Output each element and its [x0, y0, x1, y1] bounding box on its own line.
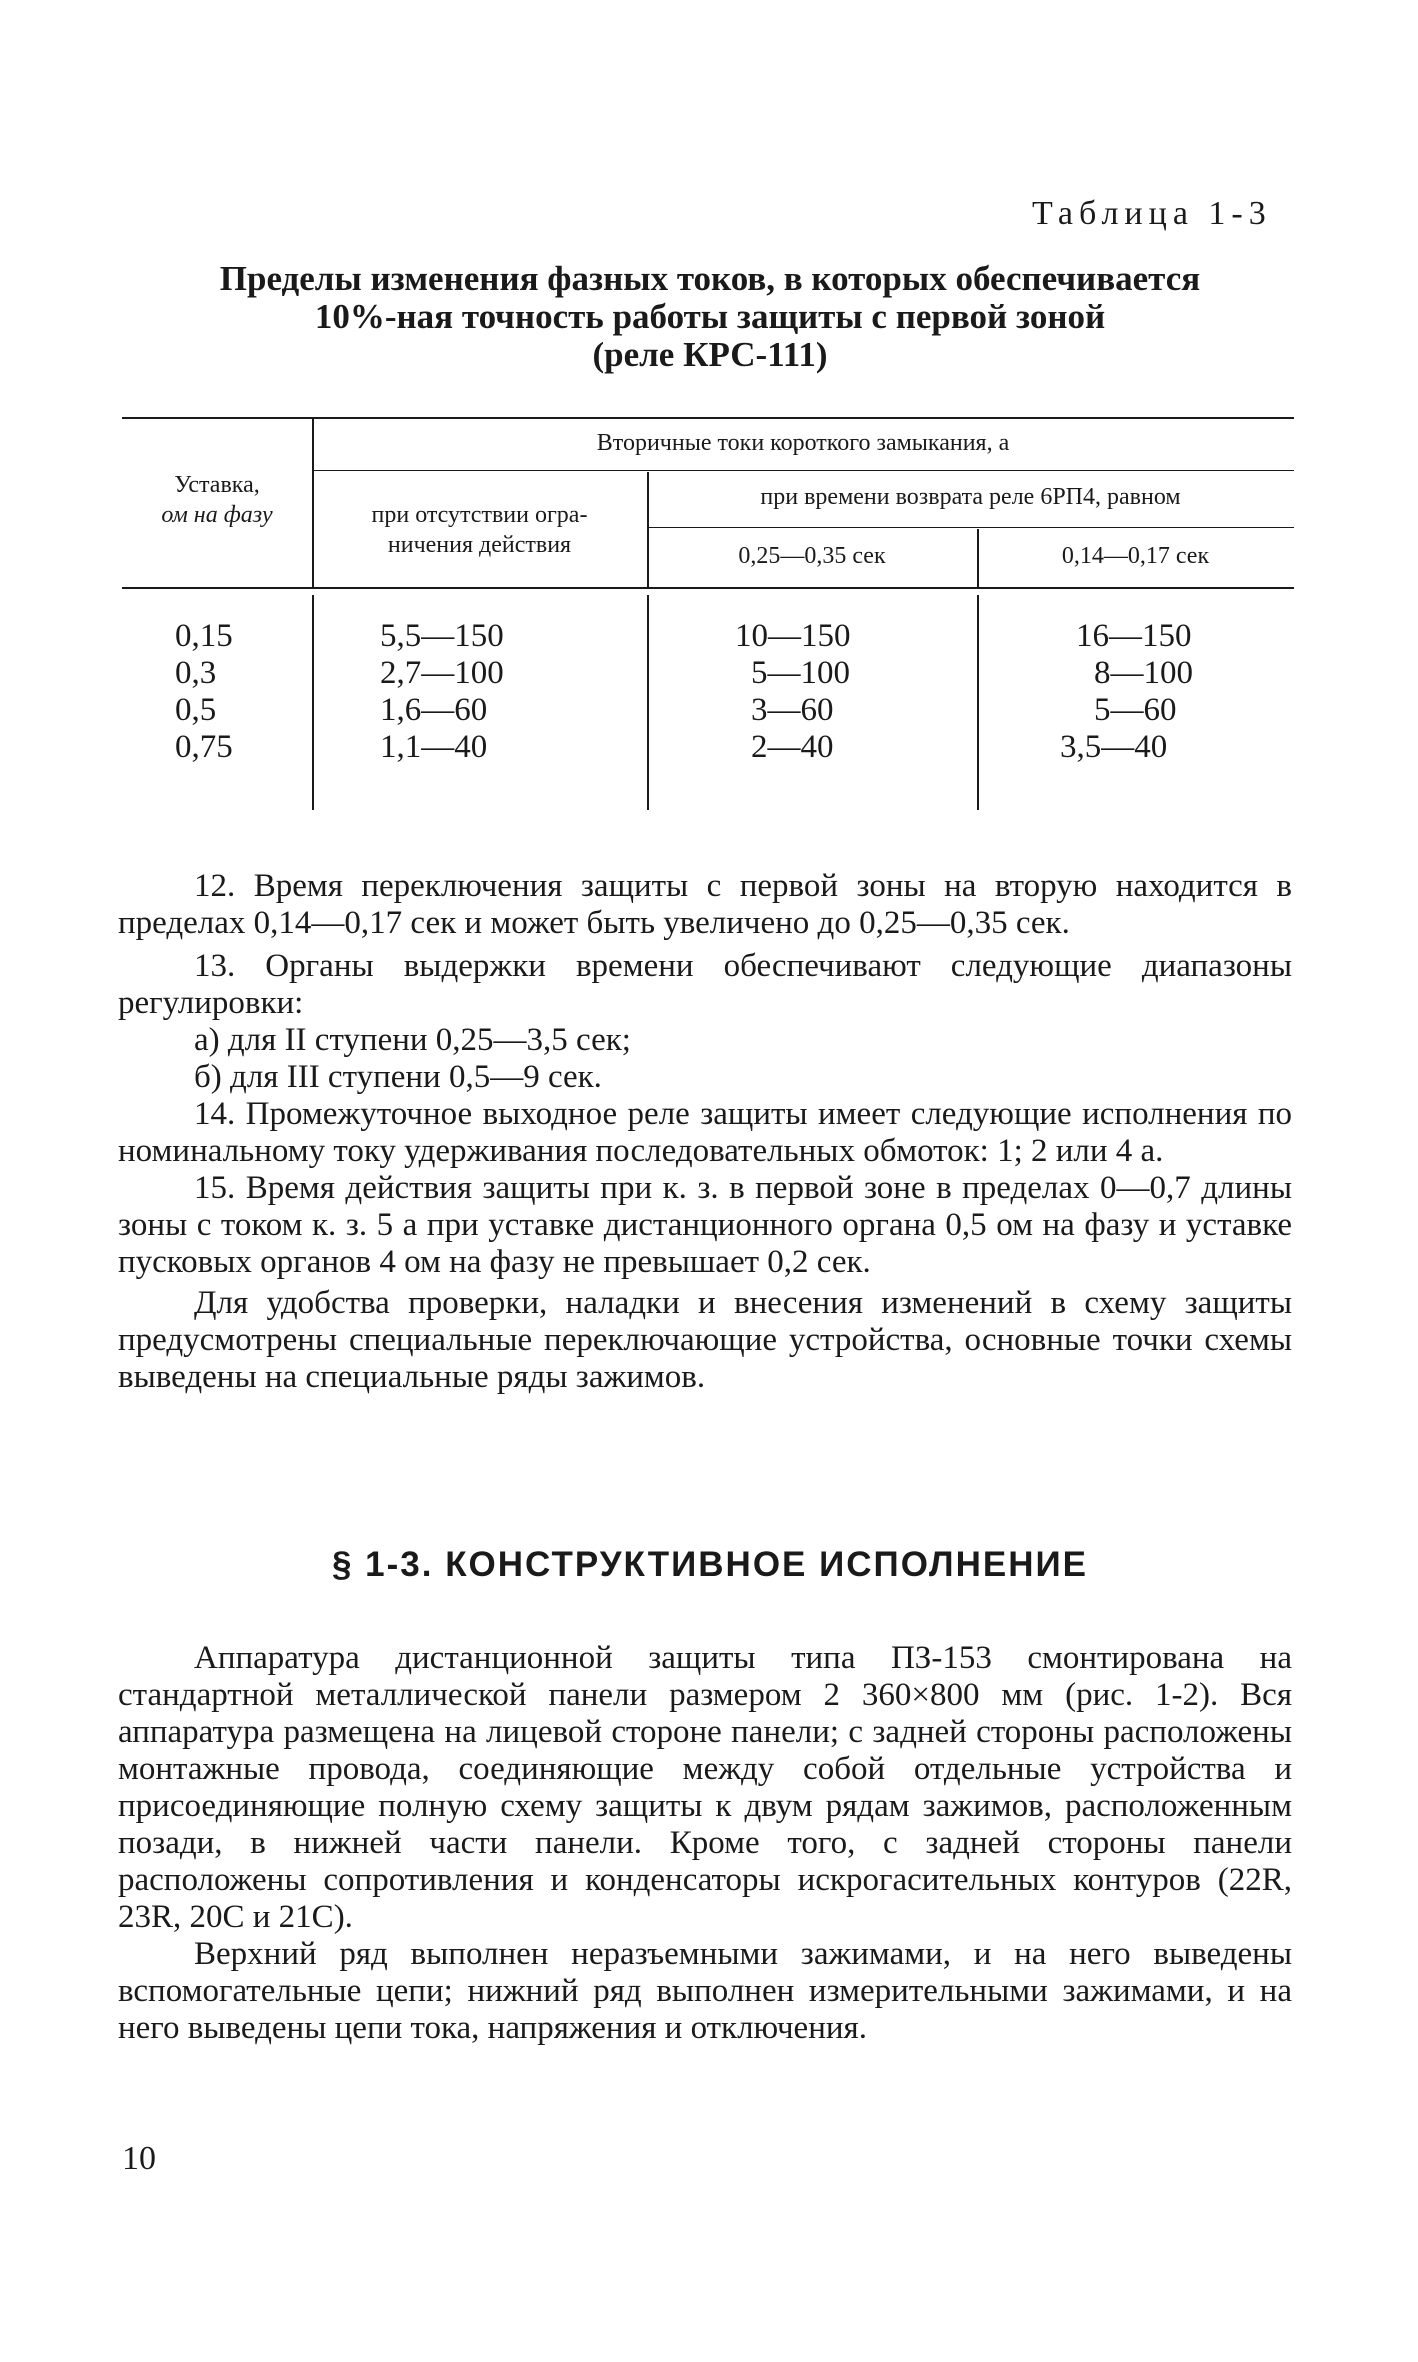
table-cell: 0,3 [175, 655, 217, 691]
table-cell: 0,75 [175, 729, 233, 765]
table-cell: 8—100 [1094, 655, 1193, 691]
column-range-1 [735, 618, 915, 766]
paragraph-13a: а) для II ступени 0,25—3,5 сек; [194, 1022, 631, 1058]
header-bottom-rule [122, 587, 1294, 589]
table-cell: 3,5—40 [1060, 729, 1168, 765]
table-cell: 0,15 [175, 618, 233, 654]
column-no-limit [380, 618, 580, 766]
table-cell: 1,6—60 [380, 692, 488, 728]
table-cell: 1,1—40 [380, 729, 488, 765]
table-title-line-1: Пределы изменения фазных токов, в которых обеспечивается [219, 259, 1201, 298]
section-paragraphs [118, 1640, 1292, 2047]
header-group: Вторичные токи короткого замыкания, а [596, 430, 1010, 456]
paragraph-15: 15. Время действия защиты при к. з. в первой зоне в пределах 0—0,7 длины зоны с током к. з. 5 а при уставке дистанционного органа 0,5 ом на фазу и уставке пусковых органов 4 ом на фазу не превышает 0,2 сек. [118, 1170, 1292, 1280]
paragraph-13: 13. Органы выдержки времени обеспечивают следующие диапазоны регулировки: [118, 948, 1292, 1021]
header-subgroup: при времени возврата реле 6РП4, равном [760, 484, 1181, 510]
table-cell: 0,5 [175, 692, 217, 728]
table-title [112, 260, 1308, 374]
body-paragraphs [118, 868, 1292, 1396]
header-setting: Уставка, ом на фазу [161, 472, 273, 528]
table-cell: 5—100 [751, 655, 850, 691]
table-top-rule [122, 417, 1294, 419]
column-setting [175, 618, 275, 766]
section-paragraph-1: Аппаратура дистанционной защиты типа ПЗ-153 смонтирована на стандартной металлической панели размером 2 360×800 мм (рис. 1-2). Вся аппаратура размещена на лицевой стороне панели; с задней стороны расположены монтажные провода, соединяющие между собой отдельные устройства и присоединяющие полную схему защиты к двум рядам зажимов, расположенным позади, в нижней части панели. Кроме того, с задней стороны панели расположены сопротивления и конденсаторы искрогасительных контуров (22R, 23R, 20C и 21C). [118, 1640, 1292, 1935]
header-range-2: 0,14—0,17 сек [1061, 543, 1210, 569]
table-cell: 10—150 [735, 618, 851, 654]
table-cell: 16—150 [1076, 618, 1192, 654]
section-paragraph-2: Верхний ряд выполнен неразъемными зажимами, и на него выведены вспомогательные цепи; нижний ряд выполнен измерительными зажимами, и на него выведены цепи тока, напряжения и отключения. [118, 1936, 1292, 2046]
header-no-limit: при отсутствии огра- ничения действия [371, 502, 588, 558]
table-cell: 5—60 [1094, 692, 1177, 728]
table-label: Таблица 1-3 [1032, 195, 1272, 232]
table-title-line-3: (реле КРС-111) [592, 335, 828, 374]
group-rule [312, 470, 1294, 471]
column-range-2 [1060, 618, 1240, 766]
paragraph-convenience: Для удобства проверки, наладки и внесения изменений в схему защиты предусмотрены специальные переключающие устройства, основные точки схемы выведены на специальные ряды зажимов. [118, 1285, 1292, 1395]
table-cell: 2—40 [751, 729, 834, 765]
table-cell: 2,7—100 [380, 655, 504, 691]
page-number: 10 [122, 2140, 156, 2177]
body-vline-1 [312, 595, 314, 810]
section-heading: § 1-3. КОНСТРУКТИВНОЕ ИСПОЛНЕНИЕ [331, 1545, 1089, 1584]
table-cell: 3—60 [751, 692, 834, 728]
table-cell: 5,5—150 [380, 618, 504, 654]
body-vline-3 [977, 595, 979, 810]
table-title-line-2: 10%-ная точность работы защиты с первой зоной [314, 297, 1106, 336]
subgroup-rule [647, 527, 1294, 528]
body-vline-2 [647, 595, 649, 810]
paragraph-12: 12. Время переключения защиты с первой зоны на вторую находится в пределах 0,14—0,17 сек и может быть увеличено до 0,25—0,35 сек. [118, 868, 1292, 941]
paragraph-13b: б) для III ступени 0,5—9 сек. [194, 1059, 602, 1095]
paragraph-14: 14. Промежуточное выходное реле защиты имеет следующие исполнения по номинальному току удерживания последовательных обмоток: 1; 2 или 4 а. [118, 1096, 1292, 1169]
header-range-1: 0,25—0,35 сек [738, 543, 886, 569]
